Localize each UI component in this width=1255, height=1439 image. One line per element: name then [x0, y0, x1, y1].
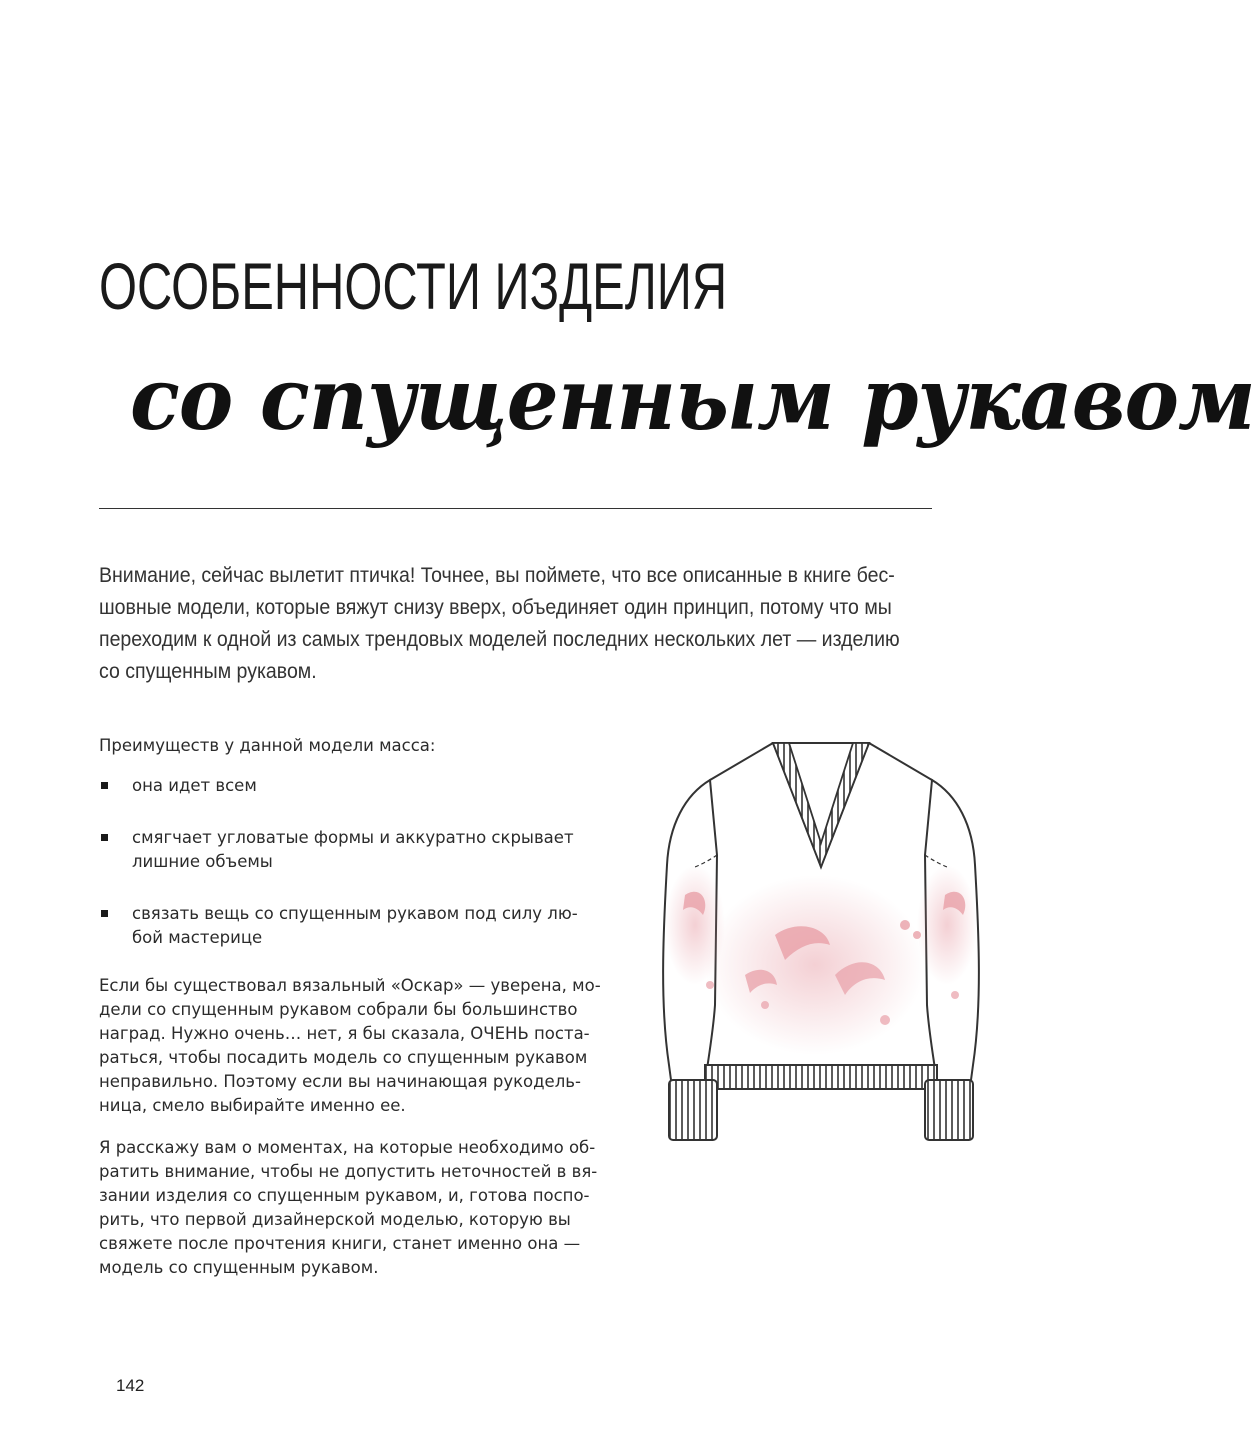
list-item-line: бой мастерице — [132, 928, 263, 947]
text-column — [99, 734, 619, 1280]
paragraph-line: свяжете после прочтения книги, станет именно она — — [99, 1234, 581, 1253]
list-item-line: смягчает угловатые формы и аккуратно скрывает — [132, 828, 574, 847]
page-subtitle-script: со спущенным рукавом — [130, 349, 1255, 450]
list-item-line: лишние объемы — [132, 852, 273, 871]
paragraph-line: раться, чтобы посадить модель со спущенным рукавом — [99, 1048, 588, 1067]
intro-line: Внимание, сейчас вылетит птичка! Точнее, вы поймете, что все описанные в книге бес- — [99, 564, 895, 587]
paragraph-line: ратить внимание, чтобы не допустить неточностей в вя- — [99, 1162, 598, 1181]
sweater-illustration — [655, 735, 987, 1147]
page-number: 142 — [116, 1376, 145, 1395]
page-title: ОСОБЕННОСТИ ИЗДЕЛИЯ — [99, 249, 728, 323]
paragraph-line: ница, смело выбирайте именно ее. — [99, 1096, 406, 1115]
paragraph-line: зании изделия со спущенным рукавом, и, готова поспо- — [99, 1186, 590, 1205]
list-item — [99, 902, 619, 950]
intro-paragraph — [99, 560, 900, 688]
list-item — [99, 826, 619, 874]
closing-paragraph — [99, 1136, 619, 1280]
paragraph-line: неправильно. Поэтому если вы начинающая рукодель- — [99, 1072, 581, 1091]
hem-rib — [705, 1065, 937, 1089]
right-cuff — [925, 1080, 973, 1140]
bullet-square-icon — [101, 910, 108, 917]
list-item — [99, 774, 619, 798]
list-item-line: связать вещь со спущенным рукавом под силу лю- — [132, 904, 578, 923]
advantages-list — [99, 774, 619, 950]
oscar-paragraph — [99, 974, 619, 1118]
paragraph-line: наград. Нужно очень… нет, я бы сказала, ОЧЕНЬ поста- — [99, 1024, 590, 1043]
paragraph-line: дели со спущенным рукавом собрали бы большинство — [99, 1000, 578, 1019]
paragraph-line: модель со спущенным рукавом. — [99, 1258, 379, 1277]
intro-line: со спущенным рукавом. — [99, 660, 317, 683]
title-divider — [99, 508, 932, 509]
bullet-square-icon — [101, 834, 108, 841]
intro-line: переходим к одной из самых трендовых моделей последних нескольких лет — изделию — [99, 628, 900, 651]
advantages-lead: Преимуществ у данной модели масса: — [99, 736, 436, 755]
paragraph-line: Я расскажу вам о моментах, на которые необходимо об- — [99, 1138, 596, 1157]
left-cuff — [669, 1080, 717, 1140]
paragraph-line: Если бы существовал вязальный «Оскар» — уверена, мо- — [99, 976, 601, 995]
paragraph-line: рить, что первой дизайнерской моделью, которую вы — [99, 1210, 571, 1229]
bullet-square-icon — [101, 782, 108, 789]
intro-line: шовные модели, которые вяжут снизу вверх, объединяет один принцип, потому что мы — [99, 596, 892, 619]
list-item-line: она идет всем — [132, 776, 257, 795]
